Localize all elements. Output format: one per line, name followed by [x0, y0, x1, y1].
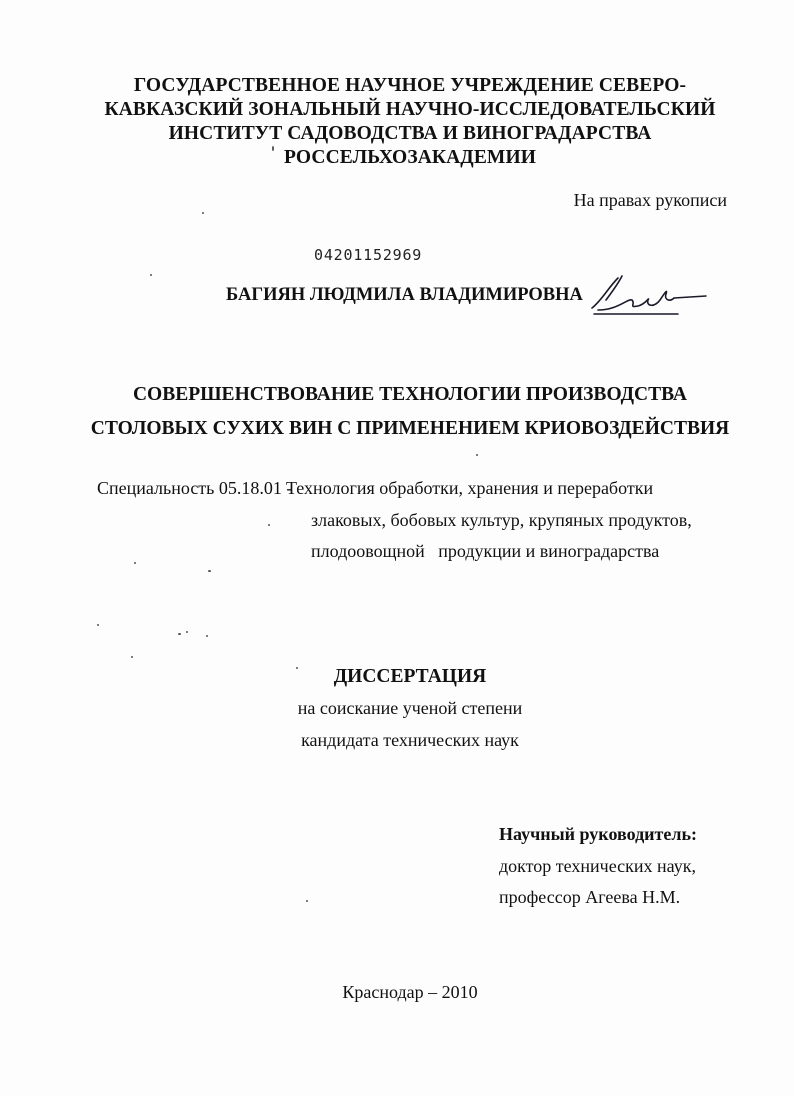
author-name: БАГИЯН ЛЮДМИЛА ВЛАДИМИРОВНА [226, 285, 583, 305]
scan-speck [97, 624, 99, 626]
scan-speck [306, 900, 308, 902]
supervisor-heading: Научный руководитель: [499, 824, 697, 844]
signature-icon [588, 270, 708, 320]
city-year: Краснодар – 2010 [342, 982, 478, 1002]
degree-line: кандидата технических наук [301, 730, 519, 750]
institution-header [60, 74, 760, 170]
manuscript-rights: На правах рукописи [573, 190, 727, 210]
scan-speck [208, 570, 211, 572]
specialty-line: Технология обработки, хранения и переработки [286, 478, 654, 498]
scan-speck [296, 667, 298, 669]
specialty-label: Специальность 05.18.01 - [97, 478, 293, 498]
institution-line: КАВКАЗСКИЙ ЗОНАЛЬНЫЙ НАУЧНО-ИССЛЕДОВАТЕЛЬСКИЙ [104, 99, 716, 120]
title-line: СОВЕРШЕНСТВОВАНИЕ ТЕХНОЛОГИИ ПРОИЗВОДСТВА [132, 384, 688, 405]
scan-speck [206, 635, 208, 637]
degree-line: на соискание ученой степени [297, 698, 523, 718]
institution-line: РОССЕЛЬХОЗАКАДЕМИИ [284, 147, 536, 168]
supervisor-line: доктор технических наук, [499, 856, 696, 876]
title-line: СТОЛОВЫХ СУХИХ ВИН С ПРИМЕНЕНИЕМ КРИОВОЗДЕЙСТВИЯ [90, 418, 730, 439]
scan-speck [134, 562, 136, 564]
dissertation-heading: ДИССЕРТАЦИЯ [333, 666, 487, 687]
specialty-line: плодоовощной продукции и виноградарства [311, 541, 660, 561]
scan-speck [131, 656, 133, 658]
dissertation-title [60, 378, 760, 446]
supervisor-line: профессор Агеева Н.М. [499, 887, 681, 907]
scan-speck [268, 524, 270, 526]
specialty-line: злаковых, бобовых культур, крупяных продуктов, [311, 510, 692, 530]
scan-speck [150, 274, 152, 276]
scan-speck [186, 631, 188, 633]
institution-line: ИНСТИТУТ САДОВОДСТВА И ВИНОГРАДАРСТВА [168, 123, 652, 144]
scan-speck [272, 146, 274, 151]
institution-line: ГОСУДАРСТВЕННОЕ НАУЧНОЕ УЧРЕЖДЕНИЕ СЕВЕРО- [133, 75, 687, 96]
scan-speck [178, 633, 181, 635]
registration-number: 04201152969 [314, 246, 423, 264]
scan-speck [202, 212, 204, 214]
scan-speck [476, 454, 478, 456]
